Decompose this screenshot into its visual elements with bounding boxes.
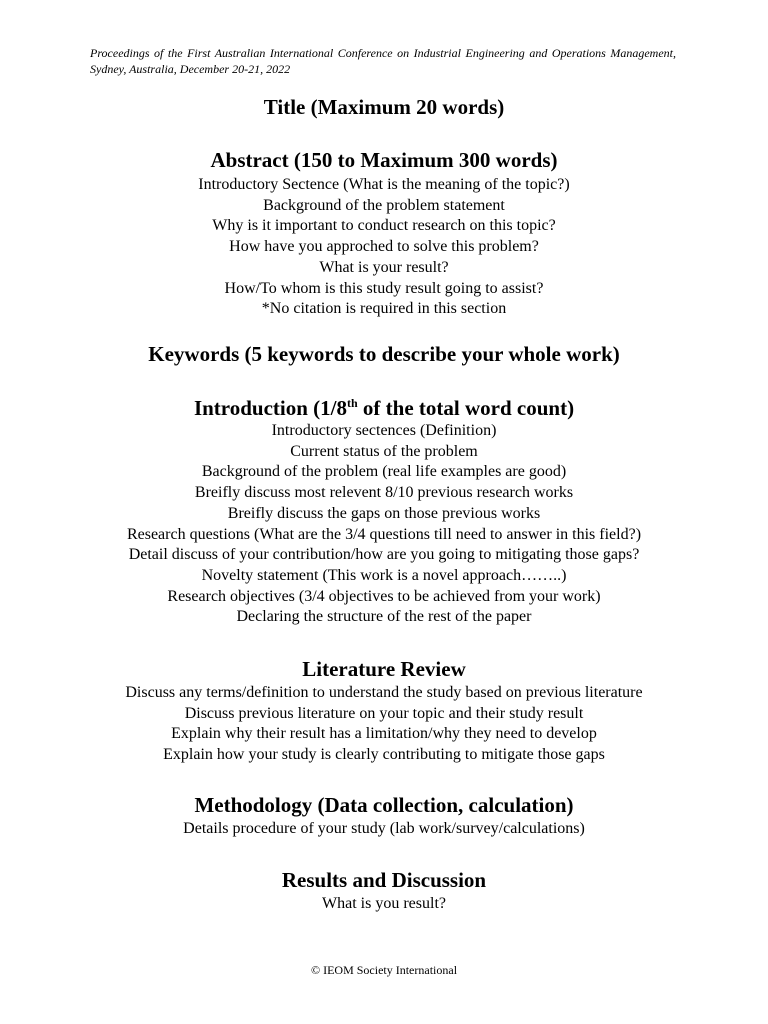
methodology-heading: Methodology (Data collection, calculation): [194, 793, 574, 817]
introduction-line: Background of the problem (real life examples are good): [201, 463, 567, 481]
literature-heading: Literature Review: [302, 657, 466, 681]
literature-line: Explain why their result has a limitation/why they need to develop: [171, 725, 597, 743]
literature-line: Discuss any terms/definition to understand the study based on previous literature: [125, 684, 643, 701]
copyright-footer: © IEOM Society International: [310, 963, 458, 977]
title-heading: Title (Maximum 20 words): [263, 95, 505, 119]
introduction-body: [0, 421, 768, 628]
introduction-line: Current status of the problem: [290, 442, 478, 460]
abstract-line: How have you approched to solve this problem?: [229, 238, 539, 256]
introduction-line: Introductory sectences (Definition): [271, 422, 497, 439]
results-heading: Results and Discussion: [281, 868, 487, 892]
abstract-line: Why is it important to conduct research on this topic?: [212, 217, 556, 235]
results-line: What is you result?: [322, 895, 446, 912]
literature-body: [0, 683, 768, 766]
introduction-line: Detail discuss of your contribution/how are you going to mitigating those gaps?: [128, 546, 640, 564]
literature-line: Explain how your study is clearly contributing to mitigate those gaps: [163, 746, 605, 764]
introduction-line: Declaring the structure of the rest of the paper: [236, 608, 532, 626]
abstract-body: [0, 175, 768, 320]
keywords-heading: Keywords (5 keywords to describe your whole work): [148, 342, 620, 366]
abstract-line: What is your result?: [319, 258, 449, 276]
abstract-heading: Abstract (150 to Maximum 300 words): [210, 148, 558, 172]
introduction-line: Novelty statement (This work is a novel approach……..): [201, 566, 567, 584]
methodology-line: Details procedure of your study (lab work/survey/calculations): [183, 820, 585, 837]
abstract-line: Background of the problem statement: [263, 196, 505, 214]
proceedings-header: Proceedings of the First Australian International Conference on Industrial Engineering and Operations Management, Sydney, Australia, December 20-21, 2022: [90, 46, 676, 76]
abstract-line: *No citation is required in this section: [261, 300, 507, 318]
introduction-heading-post: of the total word count): [357, 396, 575, 420]
introduction-heading-sup: th: [347, 396, 358, 410]
introduction-line: Breifly discuss the gaps on those previous works: [227, 504, 541, 522]
abstract-line: How/To whom is this study result going to assist?: [224, 279, 544, 297]
introduction-line: Breifly discuss most relevent 8/10 previous research works: [194, 484, 574, 502]
methodology-body: [0, 819, 768, 840]
introduction-line: Research objectives (3/4 objectives to be achieved from your work): [167, 587, 601, 605]
results-body: [0, 894, 768, 915]
literature-line: Discuss previous literature on your topic and their study result: [184, 704, 584, 722]
introduction-heading: [0, 395, 768, 421]
introduction-heading-pre: Introduction (1/8: [193, 396, 347, 420]
introduction-line: Research questions (What are the 3/4 questions till need to answer in this field?): [126, 525, 642, 543]
abstract-line: Introductory Sectence (What is the meaning of the topic?): [198, 176, 570, 193]
